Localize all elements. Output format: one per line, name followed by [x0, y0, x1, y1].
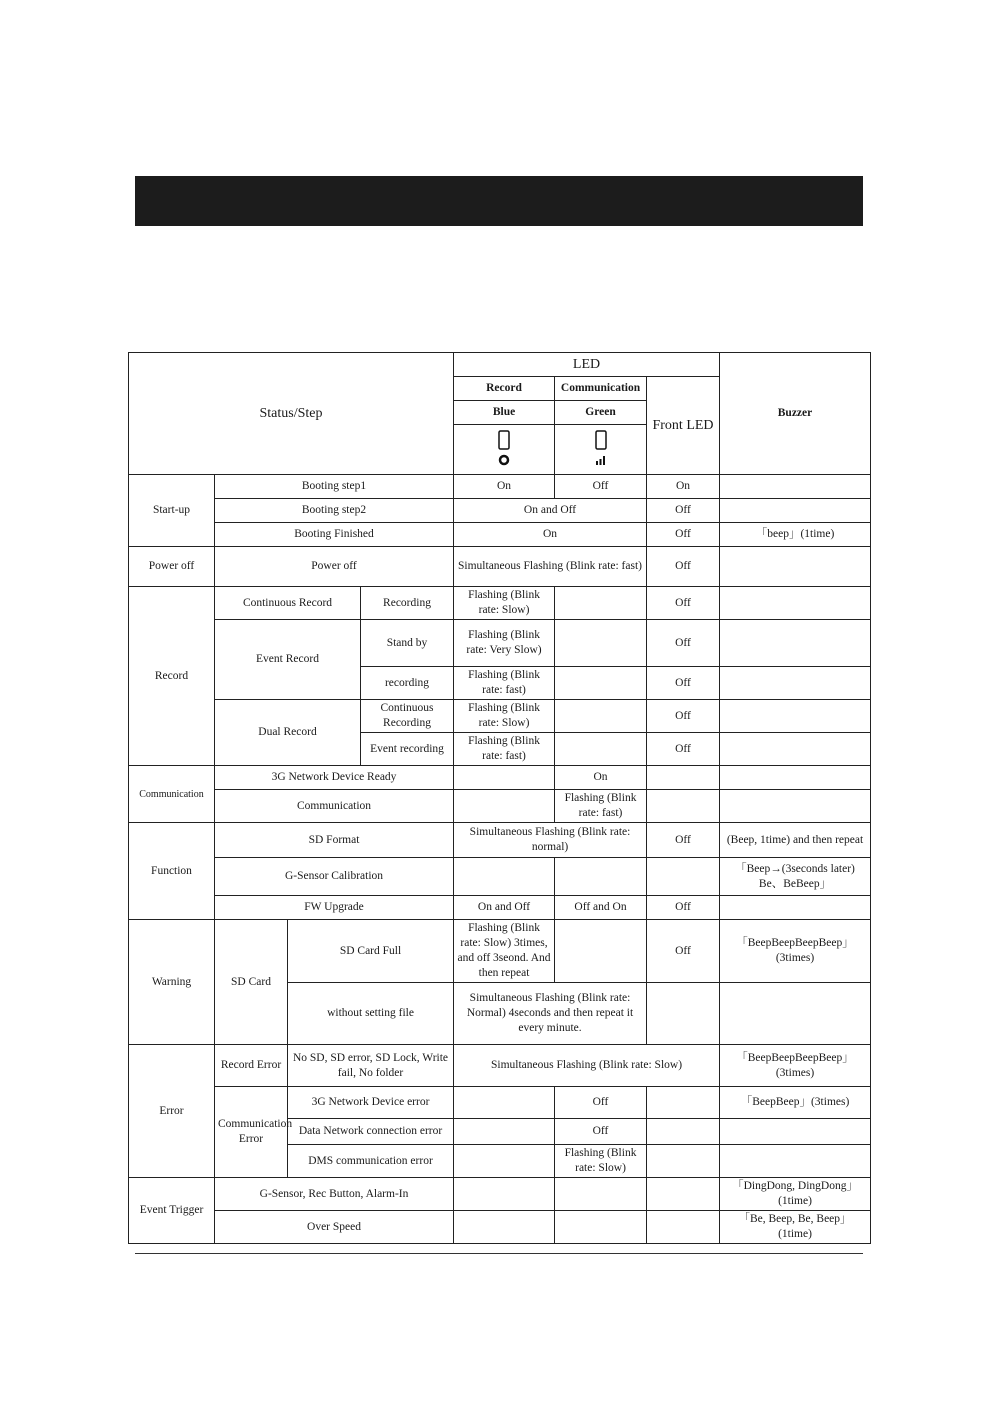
device-error-comm: Off — [555, 1087, 647, 1119]
communication-category: Communication — [129, 766, 215, 823]
sd-card-full-front: Off — [647, 920, 720, 983]
booting-step1-comm: Off — [555, 475, 647, 499]
section-header-bar — [135, 176, 863, 226]
dual-continuous-comm — [555, 700, 647, 733]
record-error-sub: No SD, SD error, SD Lock, Write fail, No folder — [288, 1045, 454, 1087]
dms-error-sub: DMS communication error — [288, 1145, 454, 1178]
blue-header: Blue — [454, 401, 555, 425]
gsensor-calibration-label: G-Sensor Calibration — [215, 858, 454, 896]
dual-continuous-front: Off — [647, 700, 720, 733]
dms-error-front — [647, 1145, 720, 1178]
data-network-error-comm: Off — [555, 1119, 647, 1145]
dual-event-led: Flashing (Blink rate: fast) — [454, 733, 555, 766]
dms-error-buzzer — [720, 1145, 871, 1178]
record-error-buzzer: 「BeepBeepBeepBeep」(3times) — [720, 1045, 871, 1087]
error-category: Error — [129, 1045, 215, 1178]
network-ready-front — [647, 766, 720, 790]
continuous-record-front: Off — [647, 587, 720, 620]
poweroff-label: Power off — [215, 547, 454, 587]
communication-header: Communication — [555, 377, 647, 401]
event-recording-front: Off — [647, 667, 720, 700]
sd-format-buzzer: (Beep, 1time) and then repeat — [720, 823, 871, 858]
fw-upgrade-comm: Off and On — [555, 896, 647, 920]
event-standby-comm — [555, 620, 647, 667]
sd-format-front: Off — [647, 823, 720, 858]
network-ready-buzzer — [720, 766, 871, 790]
dual-continuous-buzzer — [720, 700, 871, 733]
event-recording-comm — [555, 667, 647, 700]
booting-finished-label: Booting Finished — [215, 523, 454, 547]
dual-event-buzzer — [720, 733, 871, 766]
device-error-sub: 3G Network Device error — [288, 1087, 454, 1119]
booting-step1-label: Booting step1 — [215, 475, 454, 499]
booting-finished-front: Off — [647, 523, 720, 547]
sd-card-full-comm — [555, 920, 647, 983]
front-led-header: Front LED — [647, 377, 720, 475]
gsensor-trigger-comm — [555, 1178, 647, 1211]
green-header: Green — [555, 401, 647, 425]
network-ready-record — [454, 766, 555, 790]
poweroff-led: Simultaneous Flashing (Blink rate: fast) — [454, 547, 647, 587]
led-status-table — [128, 352, 870, 1244]
communication-error-label: Communication Error — [215, 1087, 288, 1178]
poweroff-buzzer — [720, 547, 871, 587]
dms-error-comm: Flashing (Blink rate: Slow) — [555, 1145, 647, 1178]
event-recording-sub: recording — [361, 667, 454, 700]
communication-comm: Flashing (Blink rate: fast) — [555, 790, 647, 823]
continuous-record-buzzer — [720, 587, 871, 620]
over-speed-record — [454, 1211, 555, 1244]
continuous-record-sub: Recording — [361, 587, 454, 620]
led-header: LED — [454, 353, 720, 377]
dual-event-front: Off — [647, 733, 720, 766]
data-network-error-front — [647, 1119, 720, 1145]
warning-category: Warning — [129, 920, 215, 1045]
sd-card-full-led: Flashing (Blink rate: Slow) 3times, and off 3seond. And then repeat — [454, 920, 555, 983]
fw-upgrade-front: Off — [647, 896, 720, 920]
record-header: Record — [454, 377, 555, 401]
booting-step1-record: On — [454, 475, 555, 499]
sd-format-led: Simultaneous Flashing (Blink rate: normal) — [454, 823, 647, 858]
record-error-led: Simultaneous Flashing (Blink rate: Slow) — [454, 1045, 720, 1087]
no-setting-file-led: Simultaneous Flashing (Blink rate: Normal) 4seconds and then repeat it every minute. — [454, 983, 647, 1045]
event-standby-buzzer — [720, 620, 871, 667]
data-network-error-sub: Data Network connection error — [288, 1119, 454, 1145]
fw-upgrade-record: On and Off — [454, 896, 555, 920]
continuous-record-led: Flashing (Blink rate: Slow) — [454, 587, 555, 620]
sd-card-full-buzzer: 「BeepBeepBeepBeep」(3times) — [720, 920, 871, 983]
booting-finished-buzzer: 「beep」(1time) — [720, 523, 871, 547]
event-standby-sub: Stand by — [361, 620, 454, 667]
gsensor-calibration-comm — [555, 858, 647, 896]
sd-card-full-label: SD Card Full — [288, 920, 454, 983]
gsensor-trigger-label: G-Sensor, Rec Button, Alarm-In — [215, 1178, 454, 1211]
device-error-front — [647, 1087, 720, 1119]
gsensor-trigger-front — [647, 1178, 720, 1211]
phone-signal-icon — [591, 428, 611, 468]
phone-record-icon — [494, 428, 514, 468]
network-ready-comm: On — [555, 766, 647, 790]
booting-step2-front: Off — [647, 499, 720, 523]
dual-record-label: Dual Record — [215, 700, 361, 766]
dms-error-record — [454, 1145, 555, 1178]
gsensor-trigger-record — [454, 1178, 555, 1211]
status-step-header: Status/Step — [129, 353, 454, 475]
communication-front — [647, 790, 720, 823]
communication-label: Communication — [215, 790, 454, 823]
communication-led-icon-cell — [555, 425, 647, 475]
network-ready-label: 3G Network Device Ready — [215, 766, 454, 790]
footer-divider — [135, 1253, 863, 1254]
booting-step2-buzzer — [720, 499, 871, 523]
over-speed-label: Over Speed — [215, 1211, 454, 1244]
device-error-record — [454, 1087, 555, 1119]
sd-format-label: SD Format — [215, 823, 454, 858]
no-setting-file-label: without setting file — [288, 983, 454, 1045]
event-trigger-category: Event Trigger — [129, 1178, 215, 1244]
over-speed-front — [647, 1211, 720, 1244]
no-setting-file-buzzer — [720, 983, 871, 1045]
sd-card-label: SD Card — [215, 920, 288, 1045]
device-error-buzzer: 「BeepBeep」(3times) — [720, 1087, 871, 1119]
continuous-record-label: Continuous Record — [215, 587, 361, 620]
communication-record — [454, 790, 555, 823]
record-category: Record — [129, 587, 215, 766]
booting-step1-front: On — [647, 475, 720, 499]
data-network-error-record — [454, 1119, 555, 1145]
booting-step1-buzzer — [720, 475, 871, 499]
buzzer-header: Buzzer — [720, 353, 871, 475]
startup-category: Start-up — [129, 475, 215, 547]
event-recording-buzzer — [720, 667, 871, 700]
gsensor-calibration-buzzer: 「Beep→(3seconds later) Be、BeBeep」 — [720, 858, 871, 896]
gsensor-calibration-front — [647, 858, 720, 896]
record-led-icon-cell — [454, 425, 555, 475]
event-recording-led: Flashing (Blink rate: fast) — [454, 667, 555, 700]
event-record-label: Event Record — [215, 620, 361, 700]
booting-step2-led: On and Off — [454, 499, 647, 523]
over-speed-buzzer: 「Be, Beep, Be, Beep」(1time) — [720, 1211, 871, 1244]
poweroff-front: Off — [647, 547, 720, 587]
event-standby-led: Flashing (Blink rate: Very Slow) — [454, 620, 555, 667]
continuous-record-comm — [555, 587, 647, 620]
dual-continuous-led: Flashing (Blink rate: Slow) — [454, 700, 555, 733]
event-standby-front: Off — [647, 620, 720, 667]
over-speed-comm — [555, 1211, 647, 1244]
communication-buzzer — [720, 790, 871, 823]
dual-event-sub: Event recording — [361, 733, 454, 766]
booting-finished-led: On — [454, 523, 647, 547]
no-setting-file-front — [647, 983, 720, 1045]
dual-continuous-sub: Continuous Recording — [361, 700, 454, 733]
fw-upgrade-label: FW Upgrade — [215, 896, 454, 920]
record-error-label: Record Error — [215, 1045, 288, 1087]
poweroff-category: Power off — [129, 547, 215, 587]
dual-event-comm — [555, 733, 647, 766]
function-category: Function — [129, 823, 215, 920]
gsensor-trigger-buzzer: 「DingDong, DingDong」(1time) — [720, 1178, 871, 1211]
fw-upgrade-buzzer — [720, 896, 871, 920]
gsensor-calibration-record — [454, 858, 555, 896]
booting-step2-label: Booting step2 — [215, 499, 454, 523]
data-network-error-buzzer — [720, 1119, 871, 1145]
